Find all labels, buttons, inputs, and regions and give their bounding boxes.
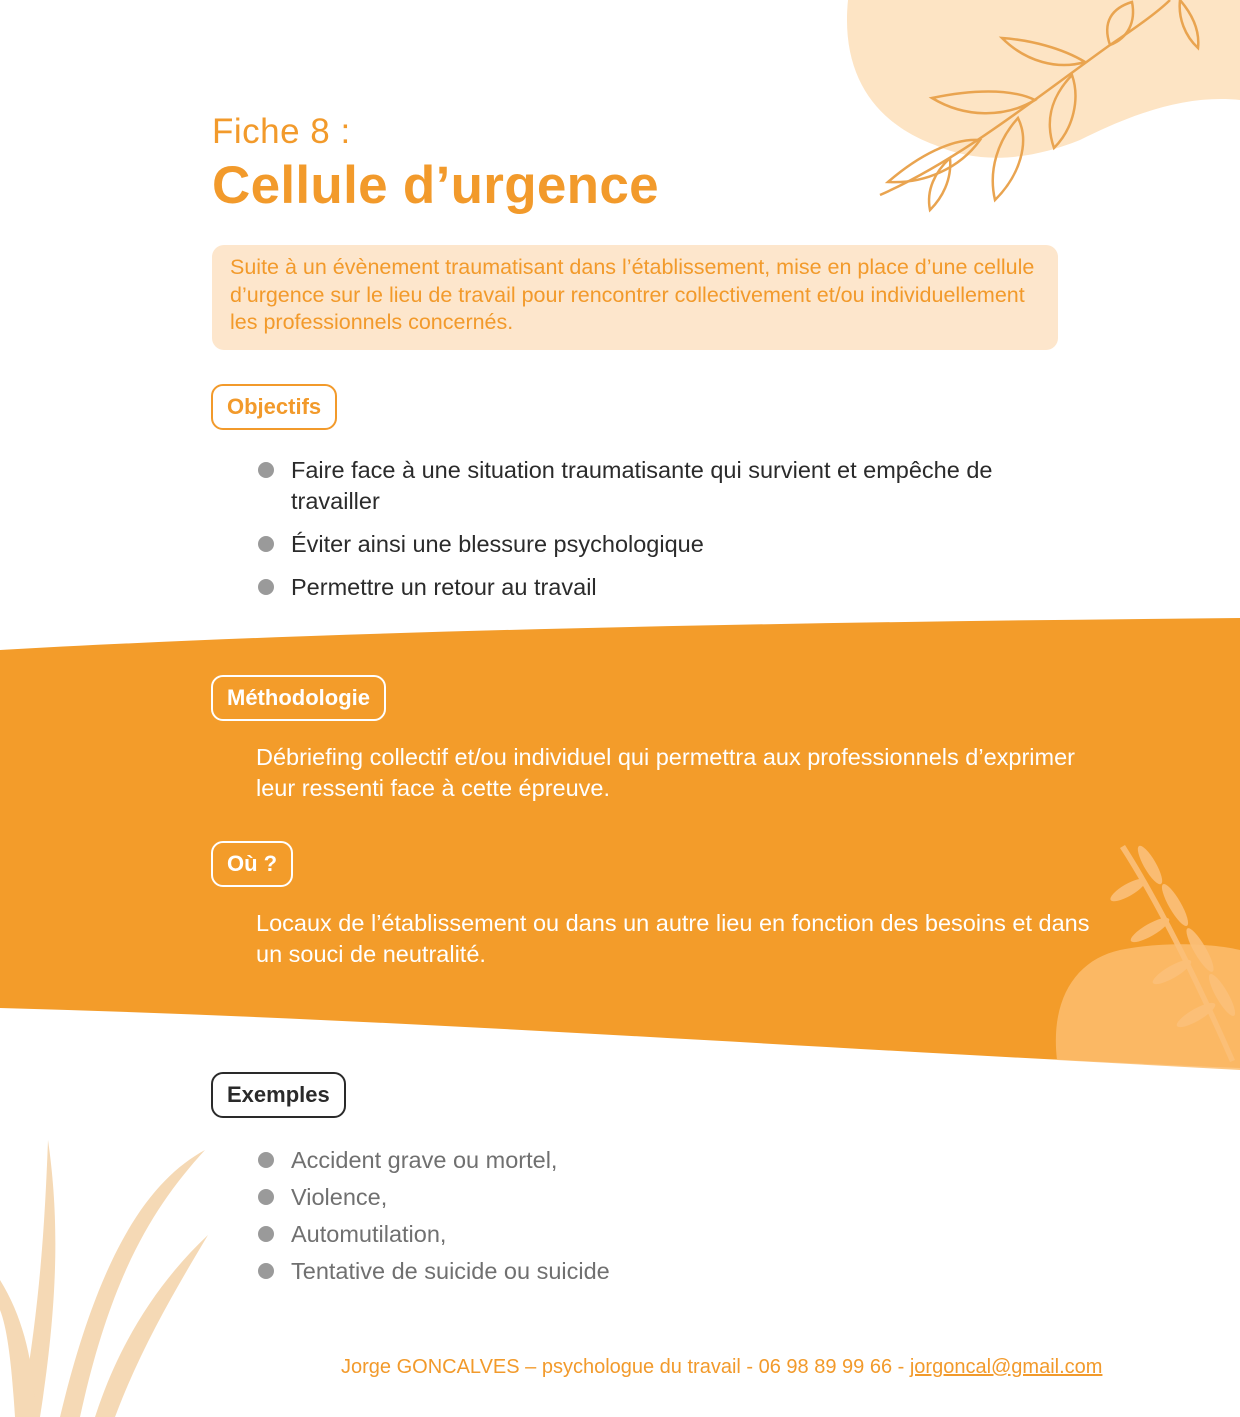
bullet-dot-icon (258, 536, 274, 552)
list-item: Violence, (255, 1182, 610, 1213)
ou-text: Locaux de l’établissement ou dans un autre lieu en fonction des besoins et dans un souci de neutralité. (256, 910, 1090, 967)
top-right-decoration (840, 0, 1240, 240)
objectifs-tag: Objectifs (211, 384, 337, 430)
bullet-dot-icon (258, 1263, 274, 1279)
list-item: Accident grave ou mortel, (255, 1145, 610, 1176)
orange-band (0, 600, 1240, 1080)
list-item: Permettre un retour au travail (255, 572, 1055, 603)
bullet-dot-icon (258, 1226, 274, 1242)
list-item: Faire face à une situation traumatisante qui survient et empêche de travailler (255, 455, 1055, 517)
fiche-number: Fiche 8 : (212, 112, 351, 151)
page-title: Cellule d’urgence (212, 156, 659, 215)
list-item: Éviter ainsi une blessure psychologique (255, 529, 1055, 560)
methodologie-text: Débriefing collectif et/ou individuel qui permettra aux professionnels d’exprimer leur ressenti face à cette épreuve. (256, 744, 1076, 801)
palm-leaf-icon (0, 1140, 215, 1417)
bullet-dot-icon (258, 1189, 274, 1205)
methodologie-tag: Méthodologie (211, 675, 386, 721)
intro-box (212, 245, 1058, 350)
bullet-dot-icon (258, 462, 274, 478)
footer-email-link[interactable]: jorgoncal@gmail.com (909, 1356, 1103, 1378)
exemples-tag: Exemples (211, 1072, 346, 1118)
intro-text: Suite à un évènement traumatisant dans l’établissement, mise en place d’une cellule d’urgence sur le lieu de travail pour rencontrer collectivement et/ou individuellement les professionnels concernés. (230, 255, 1035, 334)
list-item: Automutilation, (255, 1219, 610, 1250)
ou-tag: Où ? (211, 841, 293, 887)
bullet-dot-icon (258, 579, 274, 595)
footer (341, 1356, 1102, 1379)
bullet-dot-icon (258, 1152, 274, 1168)
list-item: Tentative de suicide ou suicide (255, 1256, 610, 1287)
objectifs-list (255, 455, 1055, 615)
exemples-list (255, 1145, 610, 1293)
footer-contact: Jorge GONCALVES – psychologue du travail - 06 98 89 99 66 - (341, 1356, 910, 1378)
leaf-branch-icon (880, 0, 1198, 210)
